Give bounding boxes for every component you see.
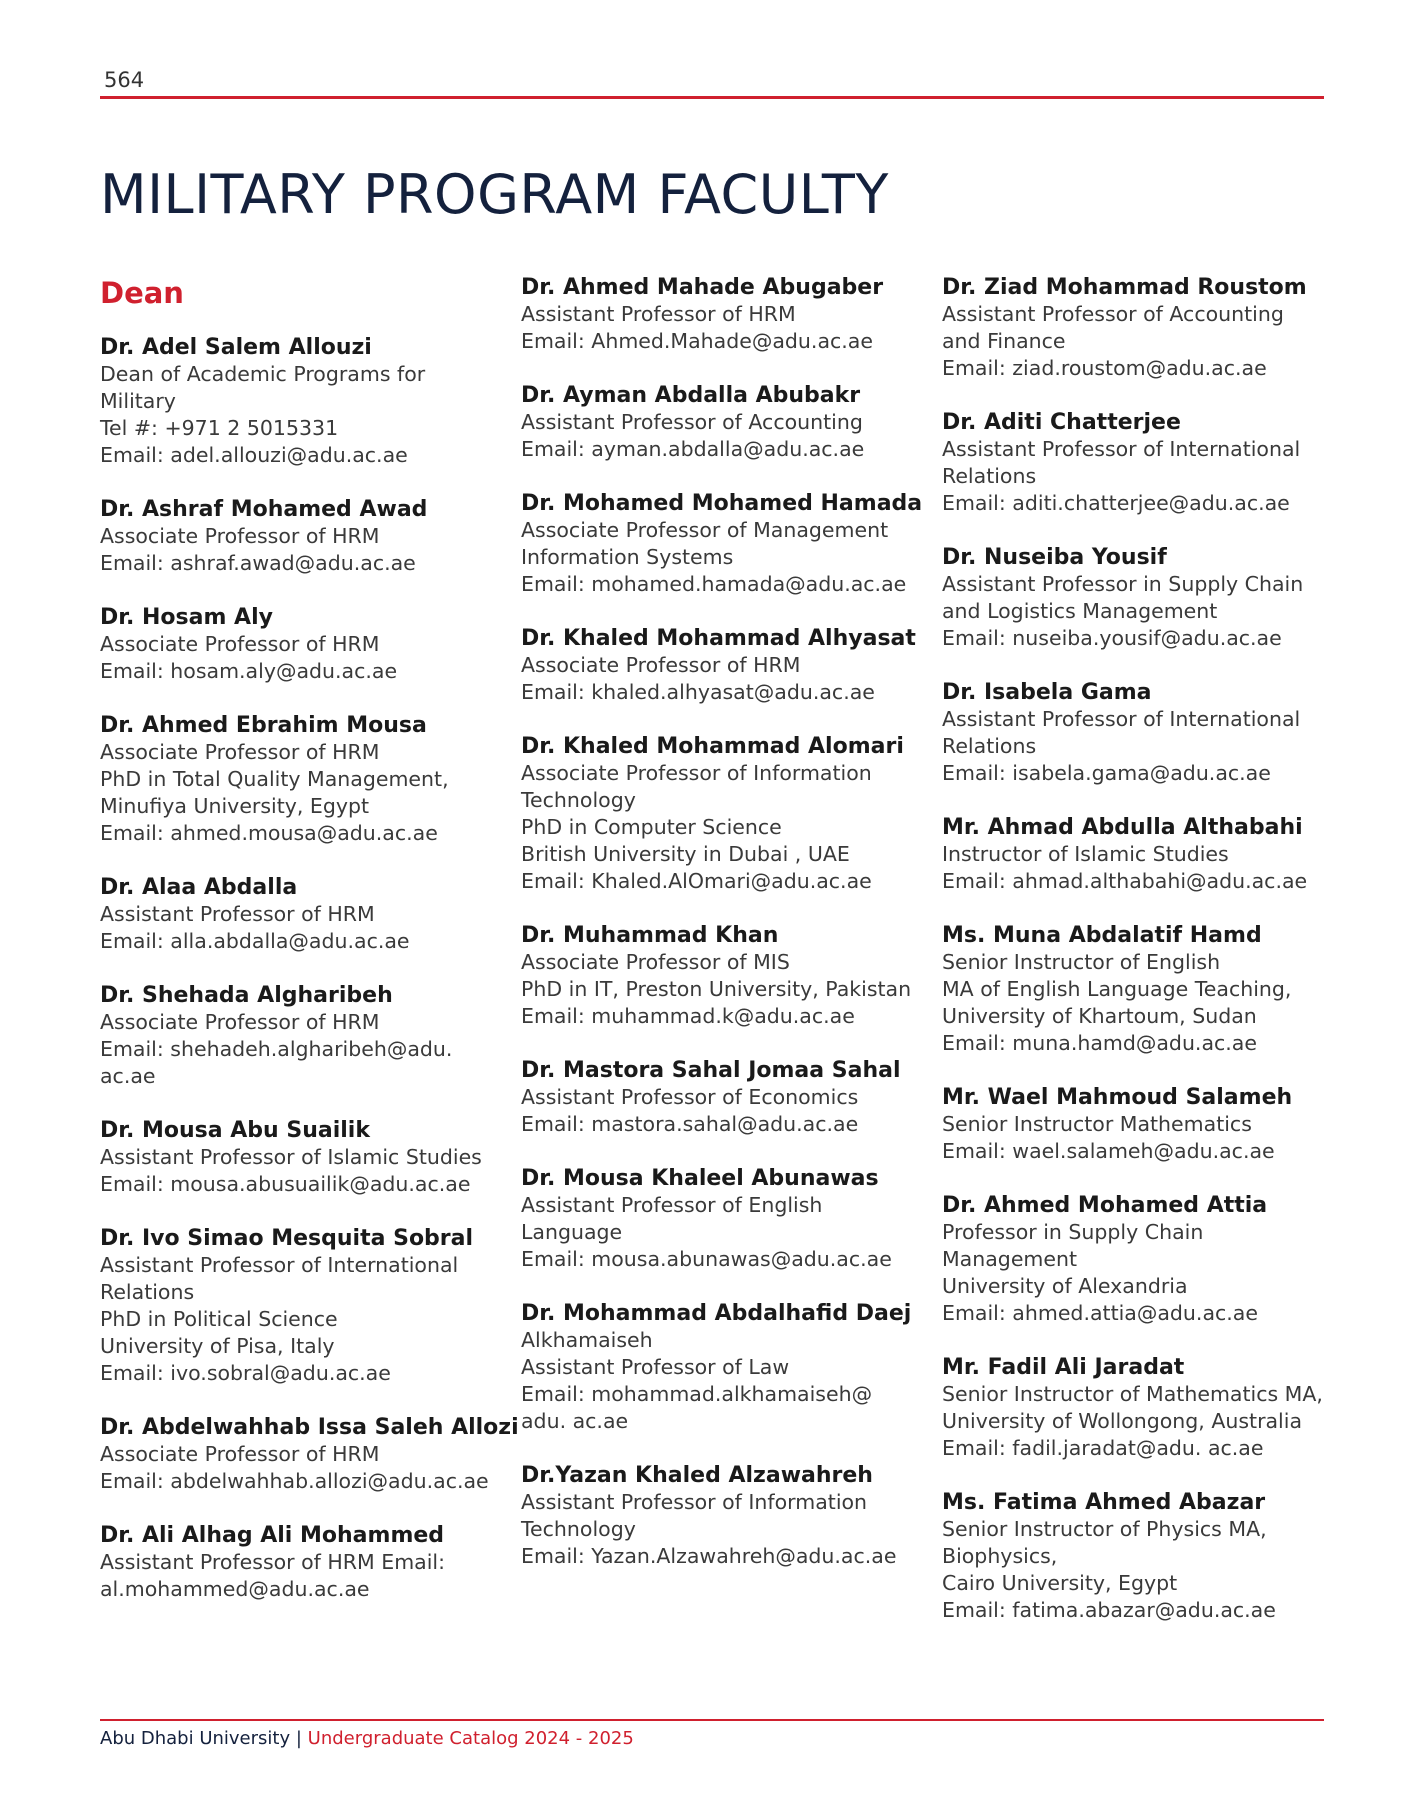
faculty-entry bbox=[100, 604, 520, 685]
faculty-name: Dr. Adel Salem Allouzi bbox=[100, 335, 372, 360]
faculty-name: Dr. Hosam Aly bbox=[100, 605, 273, 630]
section-heading-dean: Dean bbox=[100, 276, 184, 310]
faculty-name: Mr. Wael Mahmoud Salameh bbox=[942, 1085, 1293, 1110]
faculty-name: Dr. Ziad Mohammad Roustom bbox=[942, 275, 1307, 300]
faculty-name: Mr. Ahmad Abdulla Althabahi bbox=[942, 815, 1303, 840]
faculty-details: Assistant Professor of International Relations PhD in Political Science University of Pisa, Italy Email: ivo.sobral@adu.ac.ae bbox=[100, 1253, 459, 1385]
faculty-entry bbox=[100, 712, 520, 847]
faculty-name: Dr. Ahmed Mohamed Attia bbox=[942, 1193, 1268, 1218]
faculty-name: Dr. Mohamed Mohamed Hamada bbox=[521, 491, 923, 516]
faculty-entry bbox=[521, 1165, 941, 1273]
faculty-details: Assistant Professor of Accounting and Finance Email: ziad.roustom@adu.ac.ae bbox=[942, 302, 1284, 380]
faculty-name: Ms. Fatima Ahmed Abazar bbox=[942, 1490, 1266, 1515]
faculty-entry bbox=[521, 1462, 941, 1570]
faculty-details: Senior Instructor of English MA of English Language Teaching, University of Khartoum, Sudan Email: muna.hamd@adu.ac.ae bbox=[942, 950, 1292, 1055]
faculty-details: Associate Professor of HRM Email: abdelwahhab.allozi@adu.ac.ae bbox=[100, 1442, 489, 1493]
faculty-entry bbox=[100, 1414, 520, 1495]
faculty-entry bbox=[942, 922, 1362, 1057]
faculty-details: Associate Professor of HRM Email: shehadeh.algharibeh@adu. ac.ae bbox=[100, 1010, 453, 1088]
faculty-details: Senior Instructor of Physics MA, Biophysics, Cairo University, Egypt Email: fatima.abazar@adu.ac.ae bbox=[942, 1517, 1276, 1622]
header-rule bbox=[100, 96, 1324, 99]
faculty-name: Dr. Aditi Chatterjee bbox=[942, 410, 1181, 435]
footer-university: Abu Dhabi University bbox=[100, 1728, 291, 1749]
faculty-details: Professor in Supply Chain Management University of Alexandria Email: ahmed.attia@adu.ac.ae bbox=[942, 1220, 1258, 1325]
faculty-name: Dr. Mastora Sahal Jomaa Sahal bbox=[521, 1058, 901, 1083]
faculty-details: Senior Instructor of Mathematics MA, University of Wollongong, Australia Email: fadil.jaradat@adu. ac.ae bbox=[942, 1382, 1323, 1460]
faculty-details: Associate Professor of Information Technology PhD in Computer Science British University in Dubai , UAE Email: Khaled.AlOmari@adu.ac.ae bbox=[521, 761, 872, 893]
faculty-entry bbox=[521, 1057, 941, 1138]
faculty-name: Dr. Ahmed Ebrahim Mousa bbox=[100, 713, 427, 738]
faculty-name: Dr. Isabela Gama bbox=[942, 680, 1152, 705]
faculty-details: Assistant Professor of Accounting Email: ayman.abdalla@adu.ac.ae bbox=[521, 410, 865, 461]
faculty-details: Associate Professor of HRM Email: ashraf.awad@adu.ac.ae bbox=[100, 524, 416, 575]
faculty-details: Associate Professor of MIS PhD in IT, Preston University, Pakistan Email: muhammad.k@adu.ac.ae bbox=[521, 950, 912, 1028]
faculty-name: Dr. Nuseiba Yousif bbox=[942, 545, 1167, 570]
page-number: 564 bbox=[104, 68, 145, 92]
faculty-details: Assistant Professor of HRM Email: Ahmed.Mahade@adu.ac.ae bbox=[521, 302, 873, 353]
faculty-details: Assistant Professor of HRM Email: alla.abdalla@adu.ac.ae bbox=[100, 902, 410, 953]
faculty-entry bbox=[942, 1192, 1362, 1327]
faculty-entry bbox=[100, 982, 520, 1090]
faculty-name: Dr. Khaled Mohammad Alhyasat bbox=[521, 626, 916, 651]
faculty-entry bbox=[942, 1084, 1362, 1165]
footer-catalog: Undergraduate Catalog 2024 - 2025 bbox=[307, 1728, 634, 1749]
faculty-details: Associate Professor of HRM Email: khaled.alhyasat@adu.ac.ae bbox=[521, 653, 875, 704]
faculty-entry bbox=[521, 382, 941, 463]
faculty-entry bbox=[100, 496, 520, 577]
faculty-column-2 bbox=[521, 274, 941, 1597]
footer-separator: | bbox=[295, 1728, 302, 1749]
faculty-entry bbox=[100, 1522, 520, 1603]
faculty-name: Dr. Muhammad Khan bbox=[521, 923, 779, 948]
faculty-name: Dr. Shehada Algharibeh bbox=[100, 983, 393, 1008]
faculty-details: Assistant Professor of English Language Email: mousa.abunawas@adu.ac.ae bbox=[521, 1193, 892, 1271]
faculty-entry bbox=[942, 814, 1362, 895]
faculty-name: Dr. Ashraf Mohamed Awad bbox=[100, 497, 428, 522]
faculty-details: Dean of Academic Programs for Military Tel #: +971 2 5015331 Email: adel.allouzi@adu.ac.ae bbox=[100, 362, 426, 467]
faculty-entry bbox=[942, 679, 1362, 787]
faculty-entry bbox=[521, 490, 941, 598]
faculty-column-1 bbox=[100, 274, 520, 1630]
faculty-entry bbox=[942, 1354, 1362, 1462]
faculty-details: Instructor of Islamic Studies Email: ahmad.althabahi@adu.ac.ae bbox=[942, 842, 1308, 893]
faculty-name: Dr. Ahmed Mahade Abugaber bbox=[521, 275, 884, 300]
faculty-name: Dr. Mousa Khaleel Abunawas bbox=[521, 1166, 879, 1191]
faculty-entry bbox=[100, 874, 520, 955]
faculty-details: Associate Professor of Management Information Systems Email: mohamed.hamada@adu.ac.ae bbox=[521, 518, 907, 596]
faculty-details: Assistant Professor of HRM Email: al.mohammed@adu.ac.ae bbox=[100, 1550, 446, 1601]
faculty-name: Ms. Muna Abdalatif Hamd bbox=[942, 923, 1262, 948]
faculty-entry bbox=[100, 1225, 520, 1387]
faculty-name: Dr. Mohammad Abdalhafid Daej bbox=[521, 1301, 912, 1326]
faculty-details: Assistant Professor of Information Technology Email: Yazan.Alzawahreh@adu.ac.ae bbox=[521, 1490, 897, 1568]
faculty-entry bbox=[521, 625, 941, 706]
faculty-details: Alkhamaiseh Assistant Professor of Law Email: mohammad.alkhamaiseh@ adu. ac.ae bbox=[521, 1328, 873, 1433]
faculty-details: Associate Professor of HRM PhD in Total Quality Management, Minufiya University, Egypt Email: ahmed.mousa@adu.ac.ae bbox=[100, 740, 449, 845]
faculty-name: Dr. Abdelwahhab Issa Saleh Allozi bbox=[100, 1415, 519, 1440]
faculty-entry bbox=[521, 922, 941, 1030]
faculty-entry bbox=[942, 274, 1362, 382]
faculty-entry bbox=[100, 1117, 520, 1198]
faculty-details: Senior Instructor Mathematics Email: wael.salameh@adu.ac.ae bbox=[942, 1112, 1275, 1163]
faculty-name: Dr. Ivo Simao Mesquita Sobral bbox=[100, 1226, 474, 1251]
faculty-name: Dr. Ali Alhag Ali Mohammed bbox=[100, 1523, 445, 1548]
faculty-name: Dr. Mousa Abu Suailik bbox=[100, 1118, 370, 1143]
faculty-entry bbox=[100, 334, 520, 469]
faculty-column-3 bbox=[942, 274, 1362, 1651]
faculty-details: Assistant Professor of Economics Email: mastora.sahal@adu.ac.ae bbox=[521, 1085, 859, 1136]
faculty-entry bbox=[521, 1300, 941, 1435]
faculty-name: Dr. Ayman Abdalla Abubakr bbox=[521, 383, 861, 408]
faculty-entry bbox=[521, 733, 941, 895]
faculty-name: Dr. Khaled Mohammad Alomari bbox=[521, 734, 904, 759]
faculty-entry bbox=[942, 1489, 1362, 1624]
faculty-details: Assistant Professor of International Relations Email: aditi.chatterjee@adu.ac.ae bbox=[942, 437, 1301, 515]
faculty-details: Associate Professor of HRM Email: hosam.aly@adu.ac.ae bbox=[100, 632, 398, 683]
faculty-entry bbox=[942, 409, 1362, 517]
faculty-name: Dr.Yazan Khaled Alzawahreh bbox=[521, 1463, 873, 1488]
faculty-name: Mr. Fadil Ali Jaradat bbox=[942, 1355, 1185, 1380]
faculty-name: Dr. Alaa Abdalla bbox=[100, 875, 298, 900]
footer-rule bbox=[100, 1719, 1324, 1721]
faculty-details: Assistant Professor of International Relations Email: isabela.gama@adu.ac.ae bbox=[942, 707, 1301, 785]
page-title: MILITARY PROGRAM FACULTY bbox=[100, 163, 889, 226]
page-footer bbox=[100, 1728, 634, 1749]
faculty-entry bbox=[521, 274, 941, 355]
faculty-entry bbox=[942, 544, 1362, 652]
faculty-details: Assistant Professor in Supply Chain and Logistics Management Email: nuseiba.yousif@adu.ac.ae bbox=[942, 572, 1304, 650]
faculty-details: Assistant Professor of Islamic Studies Email: mousa.abusuailik@adu.ac.ae bbox=[100, 1145, 482, 1196]
